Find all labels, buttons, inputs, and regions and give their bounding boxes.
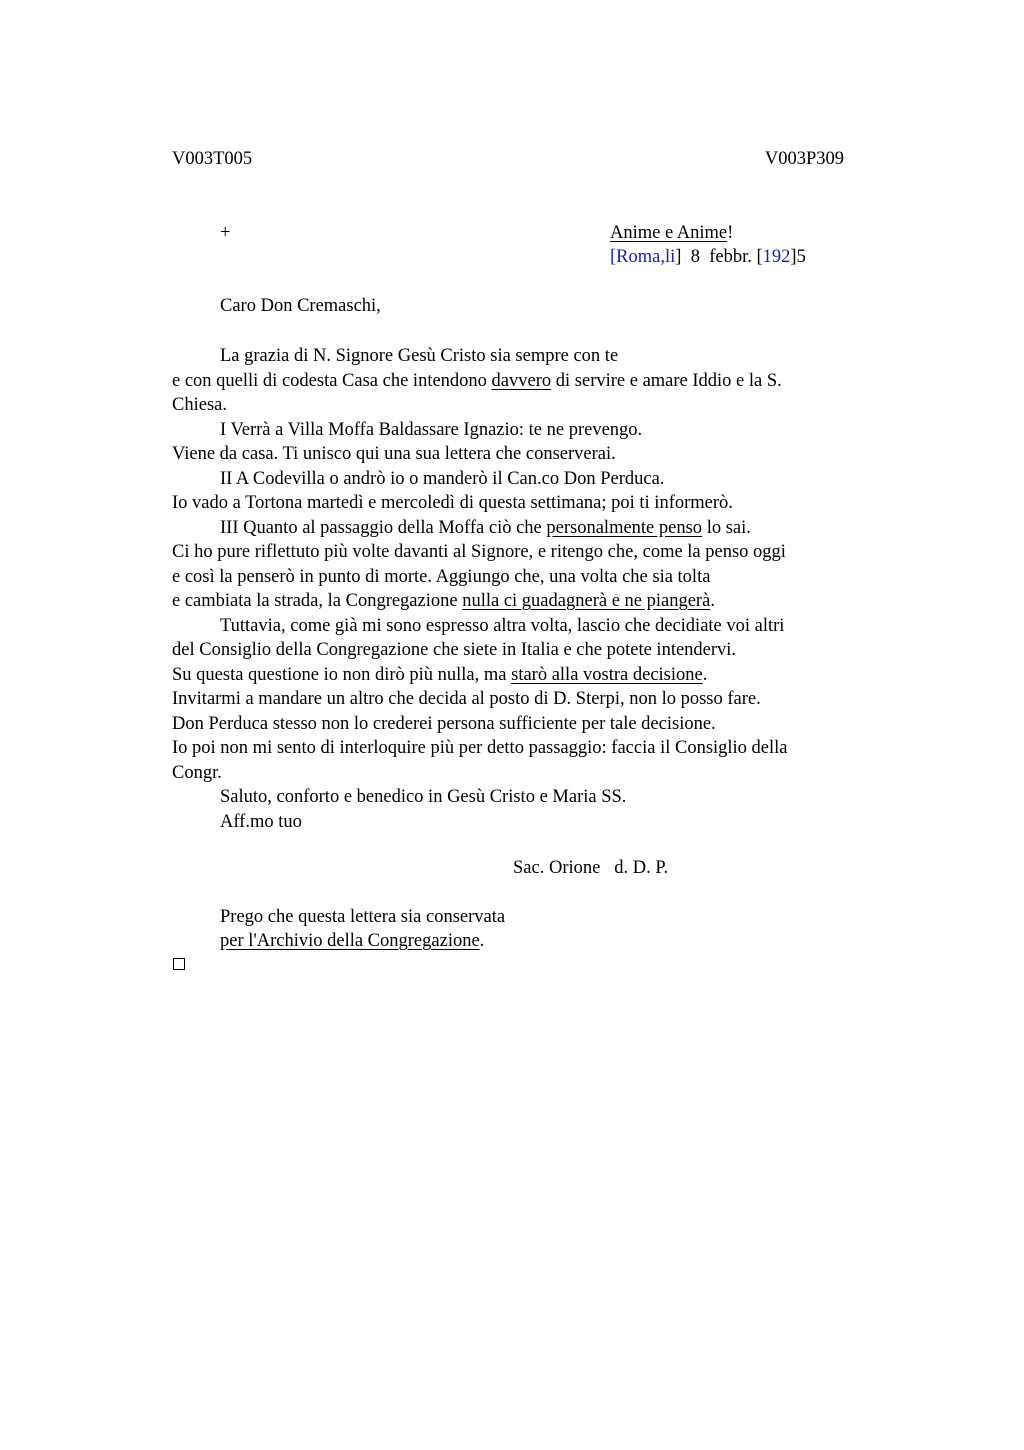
motto <box>610 224 733 243</box>
postscript-line: per l'Archivio della Congregazione. <box>220 931 485 951</box>
closing-line: Aff.mo tuo <box>220 811 302 832</box>
body-line: II A Codevilla o andrò io o manderò il Can.co Don Perduca. <box>220 468 665 489</box>
header-left-code: V003T005 <box>172 149 253 169</box>
signature: Sac. Orione d. D. P. <box>513 858 669 878</box>
salutation: Caro Don Cremaschi, <box>220 296 381 316</box>
body-line: I Verrà a Villa Moffa Baldassare Ignazio: te ne prevengo. <box>220 419 643 440</box>
body-line: Tuttavia, come già mi sono espresso altra volta, lascio che decidiate voi altri <box>220 615 785 636</box>
letter-body <box>172 344 872 834</box>
dateline-date: 8 febbr. <box>681 247 757 267</box>
body-line: Su questa questione io non dirò più nulla, ma starò alla vostra decisione. <box>172 664 708 685</box>
motto-text: Anime e Anime <box>610 223 728 243</box>
postscript-line: Prego che questa lettera sia conservata <box>220 907 506 927</box>
body-line: Congr. <box>172 762 222 783</box>
body-line: Chiesa. <box>172 395 227 415</box>
body-line: Io vado a Tortona martedì e mercoledì di questa settimana; poi ti informerò. <box>172 493 733 513</box>
body-line: Don Perduca stesso non lo crederei persona sufficiente per tale decisione. <box>172 713 716 734</box>
body-line: Invitarmi a mandare un altro che decida al posto di D. Sterpi, non lo posso fare. <box>172 689 761 709</box>
motto-punct: ! <box>727 223 734 243</box>
cross-symbol: + <box>220 223 231 243</box>
body-line: e così la penserò in punto di morte. Aggiungo che, una volta che sia tolta <box>172 566 711 587</box>
dateline: [Roma,li] 8 febbr. [192]5 <box>610 247 806 267</box>
closing-line: Saluto, conforto e benedico in Gesù Cristo e Maria SS. <box>220 787 627 807</box>
body-line: Io poi non mi sento di interloquire più per detto passaggio: faccia il Consiglio della <box>172 738 788 758</box>
header-right-code: V003P309 <box>764 149 844 169</box>
dateline-place: Roma,li <box>616 247 676 267</box>
dateline-year: 192 <box>762 247 791 267</box>
body-line: Viene da casa. Ti unisco qui una sua lettera che conserverai. <box>172 444 616 464</box>
body-line: del Consiglio della Congregazione che siete in Italia e che potete intendervi. <box>172 640 737 660</box>
body-line: III Quanto al passaggio della Moffa ciò che personalmente penso lo sai. <box>220 517 751 538</box>
body-line: La grazia di N. Signore Gesù Cristo sia sempre con te <box>220 346 619 366</box>
body-line: e con quelli di codesta Casa che intendono davvero di servire e amare Iddio e la S. <box>172 370 782 391</box>
body-line: e cambiata la strada, la Congregazione nulla ci guadagnerà e ne piangerà. <box>172 591 715 611</box>
body-line: Ci ho pure riflettuto più volte davanti al Signore, e ritengo che, come la penso oggi <box>172 542 786 562</box>
end-marker-box <box>173 958 185 970</box>
